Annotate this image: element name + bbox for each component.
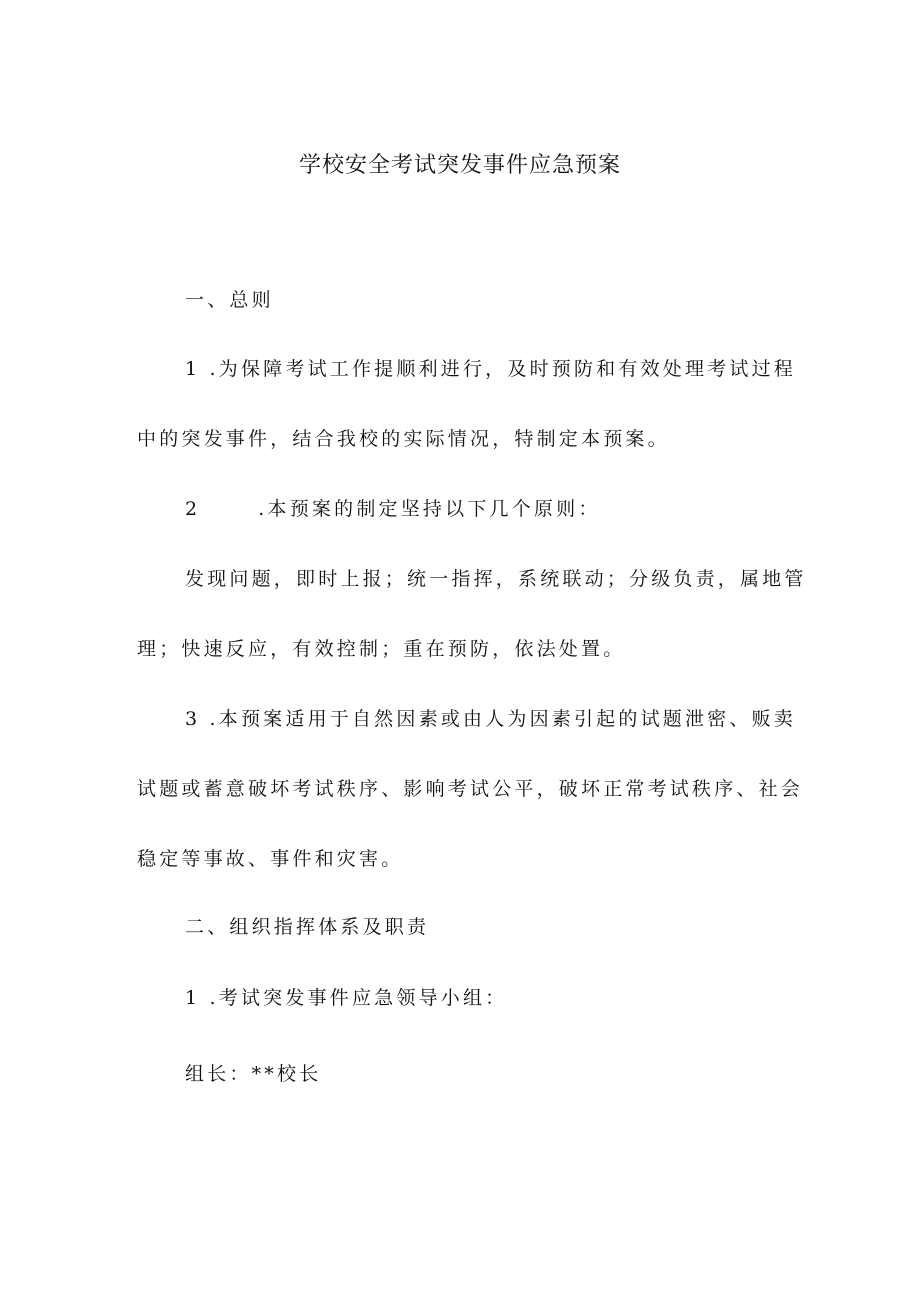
paragraph-3-line-1: 发现问题，即时上报；统一指挥，系统联动；分级负责，属地管 — [185, 568, 807, 590]
paragraph-4-line-3: 稳定等事故、事件和灾害。 — [137, 848, 404, 870]
section-heading-general: 一、总则 — [185, 289, 274, 311]
section-heading-organization: 二、组织指挥体系及职责 — [185, 916, 430, 938]
paragraph-2 — [0, 495, 920, 523]
paragraph-1-line-2: 中的突发事件，结合我校的实际情况，特制定本预案。 — [137, 428, 670, 450]
paragraph-3-line-2: 理；快速反应，有效控制；重在预防，依法处置。 — [137, 638, 626, 660]
paragraph-group-leader: 组长：**校长 — [185, 1063, 322, 1085]
paragraph-4-line-2: 试题或蓄意破坏考试秩序、影响考试公平，破坏正常考试秩序、社会 — [137, 778, 804, 800]
document-title: 学校安全考试突发事件应急预案 — [298, 153, 621, 178]
paragraph-2-number: 2 — [185, 498, 201, 520]
paragraph-leadership-group: 1 .考试突发事件应急领导小组： — [185, 987, 508, 1009]
paragraph-1-line-1: 1 .为保障考试工作提顺利进行，及时预防和有效处理考试过程 — [185, 358, 796, 380]
paragraph-4-line-1: 3 .本预案适用于自然因素或由人为因素引起的试题泄密、贩卖 — [185, 708, 796, 730]
paragraph-2-text: .本预案的制定坚持以下几个原则： — [258, 498, 601, 520]
